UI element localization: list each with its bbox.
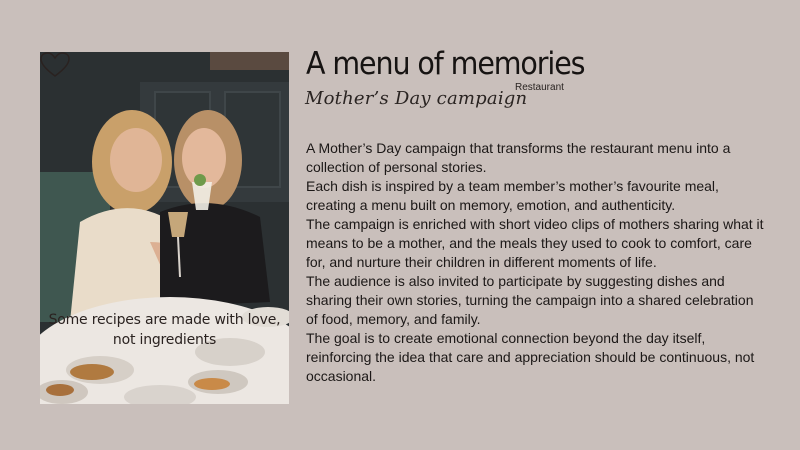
heart-icon xyxy=(40,52,70,78)
paragraph-video: The campaign is enriched with short video clips of mothers sharing what it means to be a mother, and the meals they used to cook to comfort, care for, and nurture their children in different moments of life. xyxy=(306,216,764,270)
paragraph-intro: A Mother’s Day campaign that transforms the restaurant menu into a collection of personal stories. xyxy=(306,140,731,175)
paragraph-audience: The audience is also invited to participate by suggesting dishes and sharing their own stories, turning the campaign into a shared celebration of food, memory, and family. xyxy=(306,273,754,327)
campaign-subtitle: Mother’s Day campaign xyxy=(305,88,528,109)
slide-title: A menu of memories xyxy=(306,46,585,82)
description-text xyxy=(306,139,766,386)
paragraph-dishes: Each dish is inspired by a team member’s mother’s favourite meal, creating a menu built on memory, emotion, and authenticity. xyxy=(306,178,719,213)
photo-caption: Some recipes are made with love, not ingredients xyxy=(48,312,281,348)
category-tag: Restaurant xyxy=(515,82,564,93)
campaign-photo xyxy=(40,52,289,404)
paragraph-goal: The goal is to create emotional connection beyond the day itself, reinforcing the idea that care and appreciation should be continuous, not occasional. xyxy=(306,330,755,384)
photo-illustration xyxy=(40,52,289,404)
